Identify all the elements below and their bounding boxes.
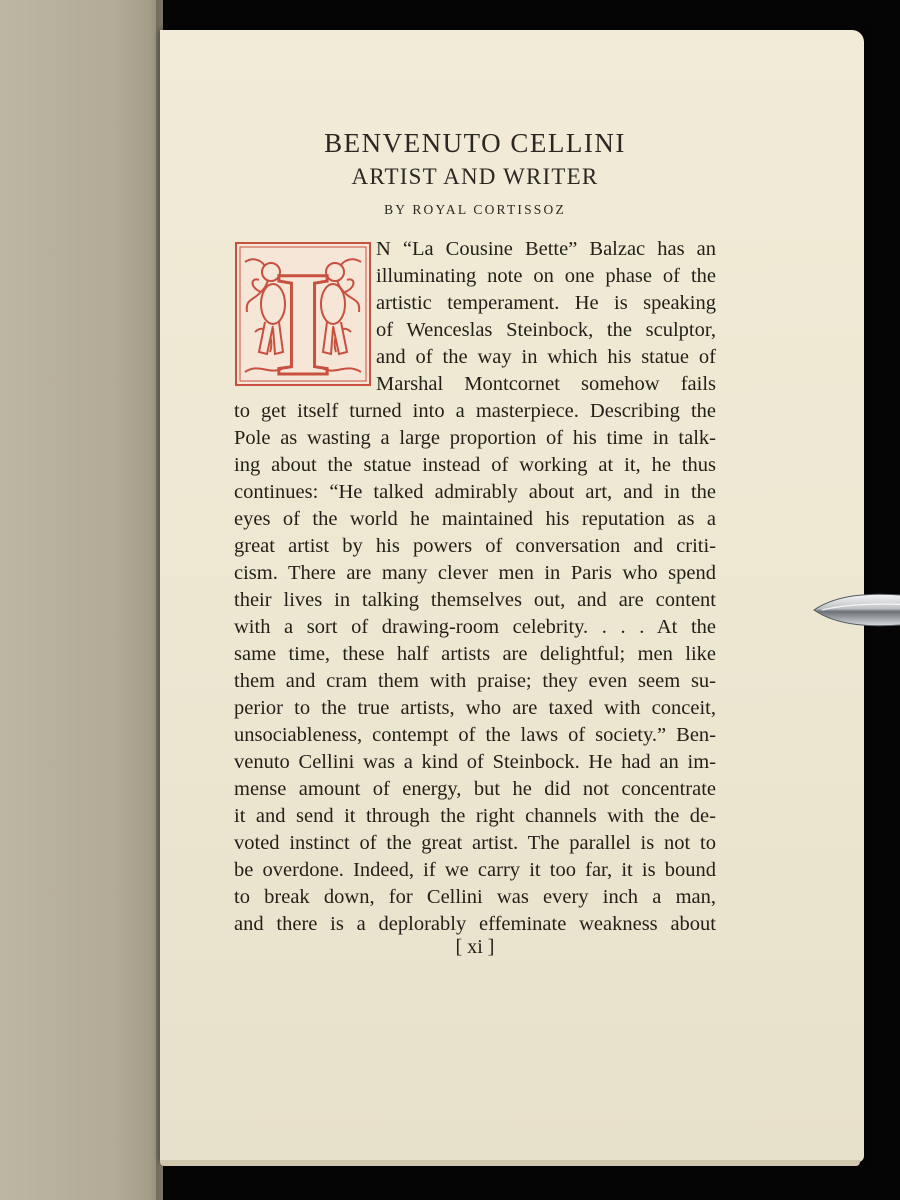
text-line: Marshal Montcornet somehow fails [376, 373, 716, 395]
author-byline: BY ROYAL CORTISSOZ [384, 202, 566, 217]
text-line: illuminating note on one phase of the [376, 265, 716, 287]
text-line: same time, these half artists are delightful; men like [234, 643, 716, 665]
text-line: continues: “He talked admirably about art, and in the [234, 481, 716, 503]
page-title: BENVENUTO CELLINI [324, 128, 626, 158]
text-line: with a sort of drawing-room celebrity. . . . At the [234, 616, 716, 638]
book-page [160, 30, 864, 1162]
decorated-initial-letter [235, 242, 371, 386]
text-line: great artist by his powers of conversation and criti- [234, 535, 716, 557]
text-line: unsociableness, contempt of the laws of society.” Ben- [234, 724, 716, 746]
text-line: their lives in talking themselves out, and are content [234, 589, 716, 611]
text-line: voted instinct of the great artist. The parallel is not to [234, 832, 716, 854]
page-number: [ xi ] [455, 936, 495, 958]
text-line: and there is a deplorably effeminate weakness about [234, 913, 716, 935]
text-line: venuto Cellini was a kind of Steinbock. He had an im- [234, 751, 716, 773]
text-line: be overdone. Indeed, if we carry it too far, it is bound [234, 859, 716, 881]
text-line: cism. There are many clever men in Paris who spend [234, 562, 716, 584]
facing-page [0, 0, 163, 1200]
text-line: mense amount of energy, but he did not concentrate [234, 778, 716, 800]
text-line: ing about the statue instead of working at it, he thus [234, 454, 716, 476]
pen-clip-icon [812, 588, 900, 632]
page-subtitle: ARTIST AND WRITER [351, 164, 599, 189]
text-line: of Wenceslas Steinbock, the sculptor, [376, 319, 716, 341]
text-line: artistic temperament. He is speaking [376, 292, 716, 314]
text-line: and of the way in which his statue of [376, 346, 716, 368]
text-line: N “La Cousine Bette” Balzac has an [376, 238, 716, 260]
text-line: Pole as wasting a large proportion of his time in talk- [234, 427, 716, 449]
svg-text:I: I [273, 242, 333, 386]
text-line: them and cram them with praise; they even seem su- [234, 670, 716, 692]
page-edge [160, 1160, 860, 1166]
text-line: to break down, for Cellini was every inch a man, [234, 886, 716, 908]
text-line: to get itself turned into a masterpiece. Describing the [234, 400, 716, 422]
text-line: eyes of the world he maintained his reputation as a [234, 508, 716, 530]
text-line: it and send it through the right channels with the de- [234, 805, 716, 827]
text-line: perior to the true artists, who are taxed with conceit, [234, 697, 716, 719]
